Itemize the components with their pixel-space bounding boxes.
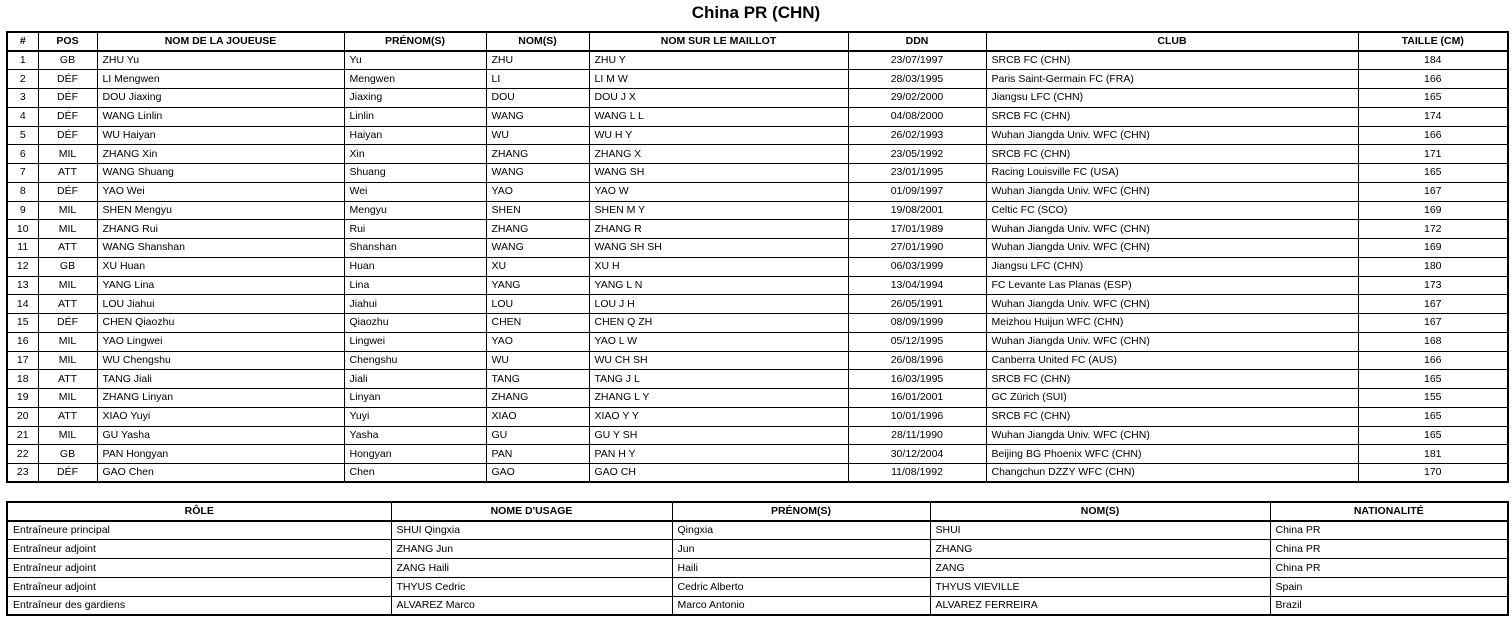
players-cell: Jiahui xyxy=(344,295,486,314)
players-cell: Paris Saint-Germain FC (FRA) xyxy=(986,70,1358,89)
players-cell: ZHANG Xin xyxy=(97,145,344,164)
table-row xyxy=(7,182,1508,201)
players-cell: Racing Louisville FC (USA) xyxy=(986,164,1358,183)
players-cell: LOU Jiahui xyxy=(97,295,344,314)
staff-cell: ZANG Haili xyxy=(391,559,672,578)
players-cell: 05/12/1995 xyxy=(848,332,986,351)
players-cell: GB xyxy=(38,51,97,70)
players-cell: 10/01/1996 xyxy=(848,407,986,426)
players-header-cell: TAILLE (CM) xyxy=(1358,32,1508,51)
players-cell: Jiaxing xyxy=(344,89,486,108)
players-cell: Mengwen xyxy=(344,70,486,89)
players-cell: 11 xyxy=(7,239,38,258)
staff-cell: Haili xyxy=(672,559,930,578)
staff-cell: China PR xyxy=(1270,521,1508,540)
players-cell: 01/09/1997 xyxy=(848,182,986,201)
table-row xyxy=(7,540,1508,559)
players-cell: ZHU Yu xyxy=(97,51,344,70)
players-cell: TANG J L xyxy=(589,370,848,389)
players-cell: 4 xyxy=(7,107,38,126)
players-header-cell: NOM SUR LE MAILLOT xyxy=(589,32,848,51)
players-cell: ZHANG Rui xyxy=(97,220,344,239)
players-cell: LOU xyxy=(486,295,589,314)
players-cell: Jiangsu LFC (CHN) xyxy=(986,257,1358,276)
players-cell: ZHANG Linyan xyxy=(97,389,344,408)
players-cell: GU Yasha xyxy=(97,426,344,445)
players-cell: Jiali xyxy=(344,370,486,389)
players-cell: YAO W xyxy=(589,182,848,201)
players-cell: 22 xyxy=(7,445,38,464)
players-cell: 181 xyxy=(1358,445,1508,464)
table-row xyxy=(7,201,1508,220)
players-cell: GB xyxy=(38,257,97,276)
players-cell: 28/11/1990 xyxy=(848,426,986,445)
players-cell: DÉF xyxy=(38,314,97,333)
players-cell: SRCB FC (CHN) xyxy=(986,51,1358,70)
players-cell: 26/08/1996 xyxy=(848,351,986,370)
staff-cell: Cedric Alberto xyxy=(672,578,930,597)
players-cell: SHEN xyxy=(486,201,589,220)
players-header-cell: POS xyxy=(38,32,97,51)
players-cell: WU xyxy=(486,351,589,370)
players-cell: 165 xyxy=(1358,370,1508,389)
players-cell: DÉF xyxy=(38,126,97,145)
players-cell: Wuhan Jiangda Univ. WFC (CHN) xyxy=(986,295,1358,314)
table-row xyxy=(7,521,1508,540)
players-cell: ZHANG xyxy=(486,220,589,239)
players-cell: 165 xyxy=(1358,164,1508,183)
players-header-cell: # xyxy=(7,32,38,51)
players-cell: CHEN xyxy=(486,314,589,333)
staff-cell: THYUS Cedric xyxy=(391,578,672,597)
staff-cell: Qingxia xyxy=(672,521,930,540)
players-cell: XIAO xyxy=(486,407,589,426)
players-cell: 180 xyxy=(1358,257,1508,276)
players-cell: 166 xyxy=(1358,70,1508,89)
players-cell: DÉF xyxy=(38,464,97,483)
players-cell: 23/05/1992 xyxy=(848,145,986,164)
players-cell: Celtic FC (SCO) xyxy=(986,201,1358,220)
players-cell: PAN Hongyan xyxy=(97,445,344,464)
players-cell: XU xyxy=(486,257,589,276)
players-cell: Linlin xyxy=(344,107,486,126)
staff-cell: Entraîneur adjoint xyxy=(7,540,391,559)
players-cell: SRCB FC (CHN) xyxy=(986,107,1358,126)
table-row xyxy=(7,164,1508,183)
staff-cell: ZANG xyxy=(930,559,1270,578)
players-cell: LOU J H xyxy=(589,295,848,314)
staff-cell: China PR xyxy=(1270,540,1508,559)
players-cell: 23/01/1995 xyxy=(848,164,986,183)
players-cell: ZHANG xyxy=(486,389,589,408)
players-cell: LI M W xyxy=(589,70,848,89)
players-cell: ATT xyxy=(38,407,97,426)
players-cell: 12 xyxy=(7,257,38,276)
players-cell: 169 xyxy=(1358,201,1508,220)
players-cell: YAO Lingwei xyxy=(97,332,344,351)
players-cell: 19/08/2001 xyxy=(848,201,986,220)
players-cell: GC Zürich (SUI) xyxy=(986,389,1358,408)
players-cell: Lina xyxy=(344,276,486,295)
players-cell: CHEN Qiaozhu xyxy=(97,314,344,333)
players-cell: WANG xyxy=(486,164,589,183)
players-cell: Chen xyxy=(344,464,486,483)
staff-cell: ZHANG xyxy=(930,540,1270,559)
players-cell: CHEN Q ZH xyxy=(589,314,848,333)
staff-cell: Brazil xyxy=(1270,597,1508,616)
staff-header-cell: NOME D'USAGE xyxy=(391,502,672,521)
players-cell: WANG SH SH xyxy=(589,239,848,258)
staff-header-cell: RÔLE xyxy=(7,502,391,521)
players-cell: Mengyu xyxy=(344,201,486,220)
players-cell: Huan xyxy=(344,257,486,276)
players-cell: 173 xyxy=(1358,276,1508,295)
players-cell: 5 xyxy=(7,126,38,145)
players-cell: 20 xyxy=(7,407,38,426)
players-cell: TANG Jiali xyxy=(97,370,344,389)
players-cell: WANG L L xyxy=(589,107,848,126)
players-cell: DÉF xyxy=(38,89,97,108)
table-row xyxy=(7,126,1508,145)
players-cell: SRCB FC (CHN) xyxy=(986,370,1358,389)
staff-cell: Spain xyxy=(1270,578,1508,597)
players-cell: 170 xyxy=(1358,464,1508,483)
table-row xyxy=(7,407,1508,426)
staff-cell: ZHANG Jun xyxy=(391,540,672,559)
players-cell: 30/12/2004 xyxy=(848,445,986,464)
players-cell: DOU J X xyxy=(589,89,848,108)
table-row xyxy=(7,220,1508,239)
players-cell: 28/03/1995 xyxy=(848,70,986,89)
players-cell: 18 xyxy=(7,370,38,389)
players-cell: WANG Linlin xyxy=(97,107,344,126)
players-cell: WU H Y xyxy=(589,126,848,145)
players-cell: GAO CH xyxy=(589,464,848,483)
players-cell: MIL xyxy=(38,276,97,295)
players-cell: GU Y SH xyxy=(589,426,848,445)
players-cell: WU Chengshu xyxy=(97,351,344,370)
players-cell: XIAO Yuyi xyxy=(97,407,344,426)
players-cell: Chengshu xyxy=(344,351,486,370)
players-cell: ATT xyxy=(38,295,97,314)
players-cell: ZHANG L Y xyxy=(589,389,848,408)
players-cell: 168 xyxy=(1358,332,1508,351)
players-cell: Wuhan Jiangda Univ. WFC (CHN) xyxy=(986,126,1358,145)
players-cell: SRCB FC (CHN) xyxy=(986,145,1358,164)
table-row xyxy=(7,351,1508,370)
players-cell: WU Haiyan xyxy=(97,126,344,145)
players-cell: Lingwei xyxy=(344,332,486,351)
players-cell: Linyan xyxy=(344,389,486,408)
staff-cell: THYUS VIEVILLE xyxy=(930,578,1270,597)
players-cell: DÉF xyxy=(38,107,97,126)
staff-header-cell: NATIONALITÉ xyxy=(1270,502,1508,521)
players-cell: 171 xyxy=(1358,145,1508,164)
players-cell: MIL xyxy=(38,201,97,220)
players-cell: WANG Shuang xyxy=(97,164,344,183)
players-cell: 26/02/1993 xyxy=(848,126,986,145)
table-row xyxy=(7,464,1508,483)
players-cell: YANG Lina xyxy=(97,276,344,295)
players-cell: 167 xyxy=(1358,295,1508,314)
staff-cell: Entraîneur adjoint xyxy=(7,559,391,578)
players-cell: ZHU xyxy=(486,51,589,70)
players-cell: Wuhan Jiangda Univ. WFC (CHN) xyxy=(986,239,1358,258)
table-row xyxy=(7,578,1508,597)
players-cell: WU xyxy=(486,126,589,145)
staff-cell: ALVAREZ FERREIRA xyxy=(930,597,1270,616)
players-cell: DÉF xyxy=(38,182,97,201)
players-cell: 21 xyxy=(7,426,38,445)
players-cell: 13/04/1994 xyxy=(848,276,986,295)
players-cell: Wuhan Jiangda Univ. WFC (CHN) xyxy=(986,332,1358,351)
staff-cell: SHUI xyxy=(930,521,1270,540)
players-cell: 9 xyxy=(7,201,38,220)
table-row xyxy=(7,426,1508,445)
players-cell: LI Mengwen xyxy=(97,70,344,89)
players-header-row xyxy=(7,32,1508,51)
players-cell: WANG Shanshan xyxy=(97,239,344,258)
players-cell: 172 xyxy=(1358,220,1508,239)
players-cell: 13 xyxy=(7,276,38,295)
table-row xyxy=(7,276,1508,295)
players-cell: 184 xyxy=(1358,51,1508,70)
players-cell: 11/08/1992 xyxy=(848,464,986,483)
players-cell: SHEN Mengyu xyxy=(97,201,344,220)
players-cell: MIL xyxy=(38,351,97,370)
players-cell: Beijing BG Phoenix WFC (CHN) xyxy=(986,445,1358,464)
players-cell: 166 xyxy=(1358,126,1508,145)
players-cell: YAO L W xyxy=(589,332,848,351)
table-row xyxy=(7,597,1508,616)
players-cell: Jiangsu LFC (CHN) xyxy=(986,89,1358,108)
players-cell: 29/02/2000 xyxy=(848,89,986,108)
staff-cell: Entraîneure principal xyxy=(7,521,391,540)
players-header-cell: NOM DE LA JOUEUSE xyxy=(97,32,344,51)
players-cell: Hongyan xyxy=(344,445,486,464)
players-cell: Shanshan xyxy=(344,239,486,258)
players-cell: Qiaozhu xyxy=(344,314,486,333)
table-row xyxy=(7,295,1508,314)
players-cell: Changchun DZZY WFC (CHN) xyxy=(986,464,1358,483)
staff-header-cell: PRÉNOM(S) xyxy=(672,502,930,521)
players-cell: GB xyxy=(38,445,97,464)
players-cell: 165 xyxy=(1358,426,1508,445)
players-cell: ZHANG xyxy=(486,145,589,164)
players-cell: 16/03/1995 xyxy=(848,370,986,389)
players-cell: YANG L N xyxy=(589,276,848,295)
players-cell: ATT xyxy=(38,370,97,389)
staff-table xyxy=(6,501,1509,616)
staff-cell: Entraîneur des gardiens xyxy=(7,597,391,616)
staff-cell: SHUI Qingxia xyxy=(391,521,672,540)
table-row xyxy=(7,89,1508,108)
players-cell: GAO xyxy=(486,464,589,483)
players-cell: Yuyi xyxy=(344,407,486,426)
players-cell: SHEN M Y xyxy=(589,201,848,220)
players-table xyxy=(6,31,1509,483)
staff-cell: Entraîneur adjoint xyxy=(7,578,391,597)
players-cell: 7 xyxy=(7,164,38,183)
players-cell: Wei xyxy=(344,182,486,201)
players-cell: 04/08/2000 xyxy=(848,107,986,126)
players-cell: 1 xyxy=(7,51,38,70)
players-cell: ZHU Y xyxy=(589,51,848,70)
staff-cell: China PR xyxy=(1270,559,1508,578)
table-row xyxy=(7,107,1508,126)
players-cell: 14 xyxy=(7,295,38,314)
table-row xyxy=(7,314,1508,333)
players-cell: WANG xyxy=(486,239,589,258)
players-cell: 169 xyxy=(1358,239,1508,258)
players-cell: ATT xyxy=(38,239,97,258)
players-cell: MIL xyxy=(38,426,97,445)
players-cell: GAO Chen xyxy=(97,464,344,483)
players-cell: Canberra United FC (AUS) xyxy=(986,351,1358,370)
players-cell: 165 xyxy=(1358,407,1508,426)
table-row xyxy=(7,389,1508,408)
players-cell: MIL xyxy=(38,220,97,239)
players-cell: YAO xyxy=(486,182,589,201)
players-cell: WANG SH xyxy=(589,164,848,183)
table-row xyxy=(7,332,1508,351)
players-cell: 165 xyxy=(1358,89,1508,108)
players-cell: 16 xyxy=(7,332,38,351)
players-cell: GU xyxy=(486,426,589,445)
players-cell: MIL xyxy=(38,389,97,408)
players-cell: 06/03/1999 xyxy=(848,257,986,276)
table-row xyxy=(7,257,1508,276)
players-cell: 167 xyxy=(1358,314,1508,333)
staff-cell: ALVAREZ Marco xyxy=(391,597,672,616)
players-cell: 6 xyxy=(7,145,38,164)
players-cell: 155 xyxy=(1358,389,1508,408)
players-cell: 8 xyxy=(7,182,38,201)
players-cell: 17 xyxy=(7,351,38,370)
players-cell: YAO Wei xyxy=(97,182,344,201)
players-cell: 27/01/1990 xyxy=(848,239,986,258)
players-cell: FC Levante Las Planas (ESP) xyxy=(986,276,1358,295)
players-cell: XU H xyxy=(589,257,848,276)
players-cell: 17/01/1989 xyxy=(848,220,986,239)
table-row xyxy=(7,145,1508,164)
players-cell: 15 xyxy=(7,314,38,333)
players-cell: 10 xyxy=(7,220,38,239)
table-row xyxy=(7,370,1508,389)
players-cell: MIL xyxy=(38,332,97,351)
table-row xyxy=(7,51,1508,70)
players-cell: Wuhan Jiangda Univ. WFC (CHN) xyxy=(986,220,1358,239)
players-cell: 166 xyxy=(1358,351,1508,370)
players-header-cell: DDN xyxy=(848,32,986,51)
players-cell: Yu xyxy=(344,51,486,70)
players-cell: 26/05/1991 xyxy=(848,295,986,314)
players-cell: LI xyxy=(486,70,589,89)
players-cell: 174 xyxy=(1358,107,1508,126)
players-cell: TANG xyxy=(486,370,589,389)
players-cell: XIAO Y Y xyxy=(589,407,848,426)
table-row xyxy=(7,70,1508,89)
players-cell: ZHANG X xyxy=(589,145,848,164)
players-cell: ZHANG R xyxy=(589,220,848,239)
page-title: China PR (CHN) xyxy=(691,3,821,22)
players-cell: Haiyan xyxy=(344,126,486,145)
players-cell: PAN H Y xyxy=(589,445,848,464)
players-cell: YANG xyxy=(486,276,589,295)
players-cell: Rui xyxy=(344,220,486,239)
players-cell: Yasha xyxy=(344,426,486,445)
players-cell: MIL xyxy=(38,145,97,164)
players-cell: DOU xyxy=(486,89,589,108)
players-cell: XU Huan xyxy=(97,257,344,276)
players-cell: DÉF xyxy=(38,70,97,89)
players-cell: 23 xyxy=(7,464,38,483)
players-cell: 3 xyxy=(7,89,38,108)
staff-cell: Jun xyxy=(672,540,930,559)
players-cell: Wuhan Jiangda Univ. WFC (CHN) xyxy=(986,182,1358,201)
players-cell: DOU Jiaxing xyxy=(97,89,344,108)
players-cell: 167 xyxy=(1358,182,1508,201)
players-cell: 23/07/1997 xyxy=(848,51,986,70)
staff-header-row xyxy=(7,502,1508,521)
players-cell: YAO xyxy=(486,332,589,351)
table-row xyxy=(7,559,1508,578)
players-cell: ATT xyxy=(38,164,97,183)
table-row xyxy=(7,239,1508,258)
staff-cell: Marco Antonio xyxy=(672,597,930,616)
players-header-cell: PRÉNOM(S) xyxy=(344,32,486,51)
players-cell: WANG xyxy=(486,107,589,126)
players-cell: SRCB FC (CHN) xyxy=(986,407,1358,426)
players-cell: 19 xyxy=(7,389,38,408)
staff-header-cell: NOM(S) xyxy=(930,502,1270,521)
players-header-cell: CLUB xyxy=(986,32,1358,51)
players-cell: 08/09/1999 xyxy=(848,314,986,333)
players-cell: 16/01/2001 xyxy=(848,389,986,408)
players-header-cell: NOM(S) xyxy=(486,32,589,51)
players-cell: 2 xyxy=(7,70,38,89)
players-cell: Meizhou Huijun WFC (CHN) xyxy=(986,314,1358,333)
players-cell: Shuang xyxy=(344,164,486,183)
players-cell: Wuhan Jiangda Univ. WFC (CHN) xyxy=(986,426,1358,445)
players-cell: Xin xyxy=(344,145,486,164)
players-cell: WU CH SH xyxy=(589,351,848,370)
table-row xyxy=(7,445,1508,464)
players-cell: PAN xyxy=(486,445,589,464)
